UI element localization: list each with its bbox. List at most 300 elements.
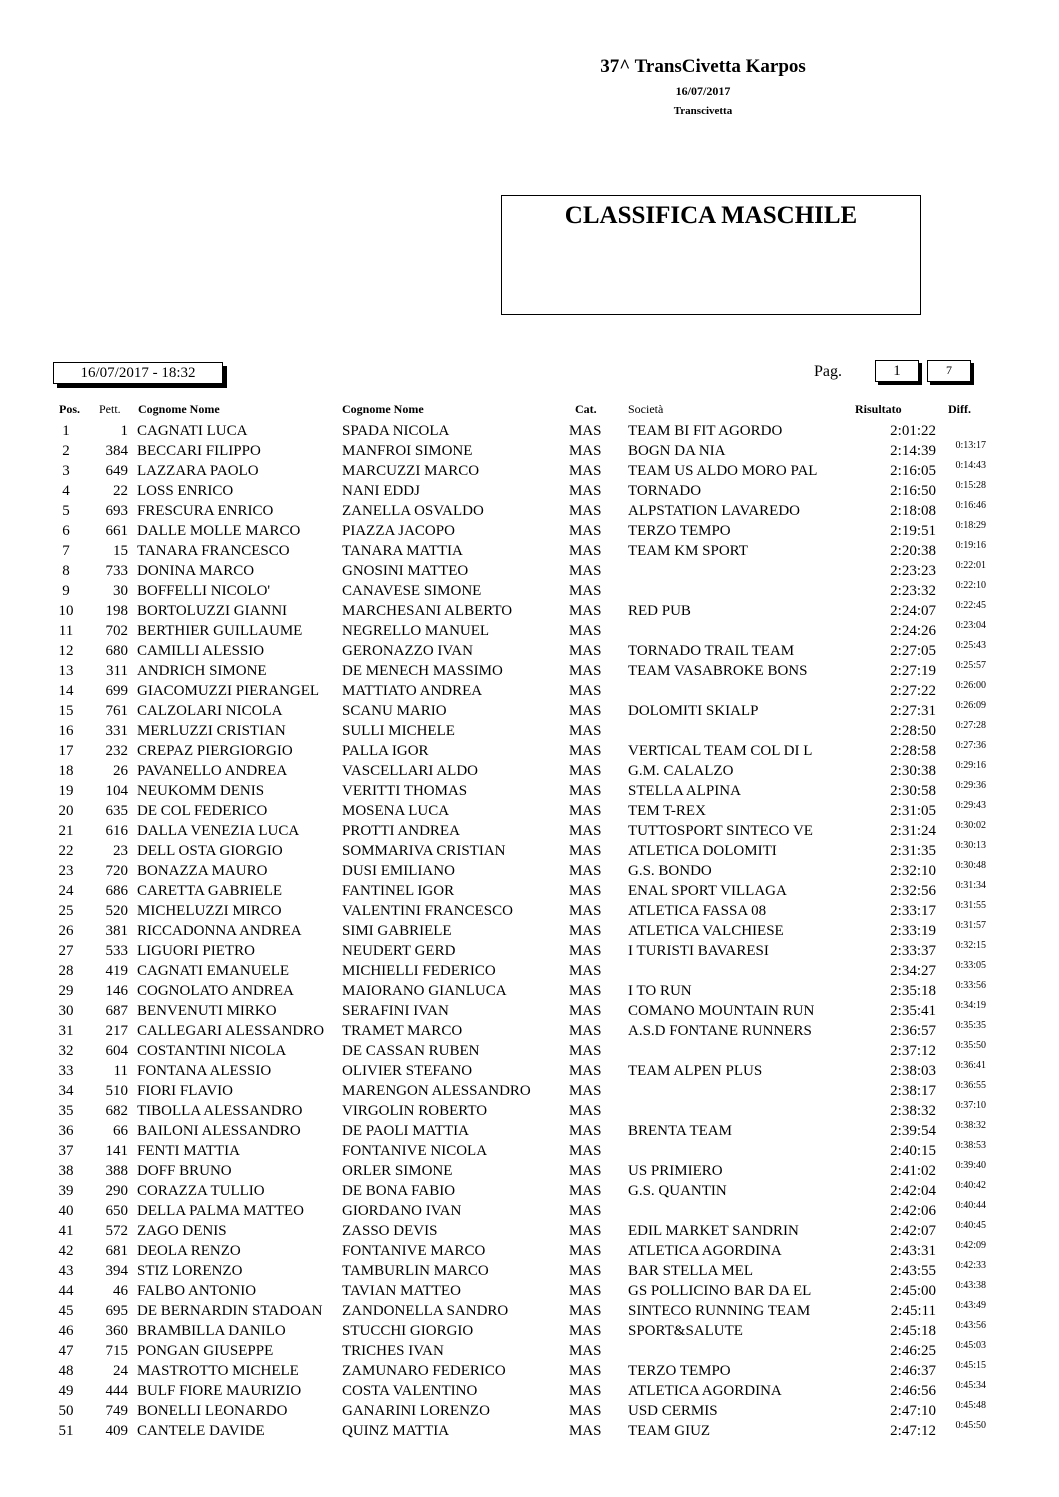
category: MAS <box>569 863 602 879</box>
athlete2-name: GERONAZZO IVAN <box>342 643 473 659</box>
athlete2-name: MOSENA LUCA <box>342 803 450 819</box>
position: 30 <box>58 1003 74 1019</box>
category: MAS <box>569 1203 602 1219</box>
athlete2-name: PALLA IGOR <box>342 743 429 759</box>
society: USD CERMIS <box>628 1403 718 1419</box>
athlete1-name: DE COL FEDERICO <box>137 803 268 819</box>
table-row <box>0 1182 1059 1202</box>
athlete2-name: PIAZZA JACOPO <box>342 523 455 539</box>
athlete1-name: CANTELE DAVIDE <box>137 1423 265 1439</box>
gap-time: 0:18:29 <box>955 520 986 531</box>
category: MAS <box>569 1183 602 1199</box>
bib-number: 693 <box>105 503 128 519</box>
category: MAS <box>569 1143 602 1159</box>
athlete1-name: PAVANELLO ANDREA <box>137 763 288 779</box>
gap-time: 0:23:04 <box>955 620 986 631</box>
gap-time: 0:22:45 <box>955 600 986 611</box>
bib-number: 232 <box>105 743 128 759</box>
athlete1-name: BORTOLUZZI GIANNI <box>137 603 288 619</box>
position: 36 <box>58 1123 74 1139</box>
bib-number: 715 <box>105 1343 128 1359</box>
bib-number: 661 <box>105 523 128 539</box>
category: MAS <box>569 983 602 999</box>
society: ATLETICA FASSA 08 <box>628 903 767 919</box>
athlete1-name: CAMILLI ALESSIO <box>137 643 265 659</box>
position: 10 <box>58 603 74 619</box>
athlete1-name: BULF FIORE MAURIZIO <box>137 1383 302 1399</box>
result-time: 2:27:05 <box>890 643 936 659</box>
gap-time: 0:25:57 <box>955 660 986 671</box>
athlete1-name: GIACOMUZZI PIERANGEL <box>137 683 320 699</box>
bib-number: 198 <box>105 603 128 619</box>
position: 13 <box>58 663 74 679</box>
gap-time: 0:45:03 <box>955 1340 986 1351</box>
classification-box <box>501 195 921 315</box>
category: MAS <box>569 463 602 479</box>
athlete1-name: CREPAZ PIERGIORGIO <box>137 743 293 759</box>
result-time: 2:32:56 <box>890 883 936 899</box>
athlete2-name: SERAFINI IVAN <box>342 1003 449 1019</box>
athlete1-name: NEUKOMM DENIS <box>137 783 265 799</box>
bib-number: 419 <box>105 963 128 979</box>
athlete2-name: DE BONA FABIO <box>342 1183 456 1199</box>
result-time: 2:31:35 <box>890 843 936 859</box>
athlete2-name: TAMBURLIN MARCO <box>342 1263 489 1279</box>
page-number: 1 <box>875 360 919 382</box>
position: 35 <box>58 1103 74 1119</box>
athlete1-name: CALLEGARI ALESSANDRO <box>137 1023 325 1039</box>
result-time: 2:31:05 <box>890 803 936 819</box>
society: TERZO TEMPO <box>628 523 731 539</box>
athlete2-name: MAIORANO GIANLUCA <box>342 983 507 999</box>
gap-time: 0:35:35 <box>955 1020 986 1031</box>
category: MAS <box>569 663 602 679</box>
position: 45 <box>58 1303 74 1319</box>
bib-number: 409 <box>105 1423 128 1439</box>
position: 12 <box>58 643 74 659</box>
athlete1-name: DEOLA RENZO <box>137 1243 241 1259</box>
athlete2-name: QUINZ MATTIA <box>342 1423 450 1439</box>
category: MAS <box>569 1043 602 1059</box>
bib-number: 66 <box>113 1123 128 1139</box>
gap-time: 0:27:36 <box>955 740 986 751</box>
category: MAS <box>569 1023 602 1039</box>
gap-time: 0:25:43 <box>955 640 986 651</box>
table-row <box>0 582 1059 602</box>
result-time: 2:33:37 <box>890 943 936 959</box>
gap-time: 0:33:56 <box>955 980 986 991</box>
bib-number: 682 <box>105 1103 128 1119</box>
bib-number: 388 <box>105 1163 128 1179</box>
gap-time: 0:26:09 <box>955 700 986 711</box>
athlete2-name: GIORDANO IVAN <box>342 1203 462 1219</box>
table-row <box>0 522 1059 542</box>
gap-time: 0:27:28 <box>955 720 986 731</box>
athlete1-name: STIZ LORENZO <box>137 1263 243 1279</box>
athlete2-name: SOMMARIVA CRISTIAN <box>342 843 506 859</box>
athlete1-name: FALBO ANTONIO <box>137 1283 257 1299</box>
table-row <box>0 1062 1059 1082</box>
athlete2-name: TRAMET MARCO <box>342 1023 463 1039</box>
col-header-diff: Diff. <box>948 402 971 416</box>
position: 11 <box>58 623 74 639</box>
athlete2-name: TANARA MATTIA <box>342 543 463 559</box>
category: MAS <box>569 423 602 439</box>
gap-time: 0:31:34 <box>955 880 986 891</box>
bib-number: 510 <box>105 1083 128 1099</box>
gap-time: 0:45:48 <box>955 1400 986 1411</box>
gap-time: 0:15:28 <box>955 480 986 491</box>
bib-number: 686 <box>105 883 128 899</box>
position: 51 <box>58 1423 74 1439</box>
category: MAS <box>569 563 602 579</box>
result-time: 2:43:31 <box>890 1243 936 1259</box>
category: MAS <box>569 923 602 939</box>
athlete1-name: DONINA MARCO <box>137 563 255 579</box>
athlete2-name: PROTTI ANDREA <box>342 823 460 839</box>
result-time: 2:45:00 <box>890 1283 936 1299</box>
athlete1-name: BECCARI FILIPPO <box>137 443 261 459</box>
society: ATLETICA AGORDINA <box>628 1243 782 1259</box>
gap-time: 0:38:32 <box>955 1120 986 1131</box>
athlete2-name: MARCHESANI ALBERTO <box>342 603 513 619</box>
result-time: 2:46:56 <box>890 1383 936 1399</box>
athlete1-name: LOSS ENRICO <box>137 483 234 499</box>
result-time: 2:31:24 <box>890 823 936 839</box>
category: MAS <box>569 623 602 639</box>
bib-number: 733 <box>105 563 128 579</box>
society: STELLA ALPINA <box>628 783 741 799</box>
result-time: 2:23:32 <box>890 583 936 599</box>
table-row <box>0 1262 1059 1282</box>
gap-time: 0:42:09 <box>955 1240 986 1251</box>
athlete2-name: GANARINI LORENZO <box>342 1403 490 1419</box>
bib-number: 217 <box>105 1023 128 1039</box>
gap-time: 0:22:10 <box>955 580 986 591</box>
bib-number: 1 <box>120 423 128 439</box>
result-time: 2:46:37 <box>890 1363 936 1379</box>
athlete2-name: VIRGOLIN ROBERTO <box>342 1103 488 1119</box>
position: 3 <box>62 463 70 479</box>
gap-time: 0:32:15 <box>955 940 986 951</box>
athlete2-name: MANFROI SIMONE <box>342 443 473 459</box>
category: MAS <box>569 483 602 499</box>
category: MAS <box>569 583 602 599</box>
page-total: 7 <box>927 360 971 382</box>
table-row <box>0 762 1059 782</box>
gap-time: 0:33:05 <box>955 960 986 971</box>
result-time: 2:16:05 <box>890 463 936 479</box>
result-time: 2:35:18 <box>890 983 936 999</box>
result-time: 2:28:50 <box>890 723 936 739</box>
athlete2-name: MARENGON ALESSANDRO <box>342 1083 531 1099</box>
position: 17 <box>58 743 74 759</box>
event-date: 16/07/2017 <box>675 84 731 98</box>
athlete2-name: ZANDONELLA SANDRO <box>342 1303 509 1319</box>
athlete1-name: ZAGO DENIS <box>137 1223 227 1239</box>
result-time: 2:42:06 <box>890 1203 936 1219</box>
gap-time: 0:43:38 <box>955 1280 986 1291</box>
position: 2 <box>62 443 70 459</box>
position: 48 <box>58 1363 74 1379</box>
category: MAS <box>569 963 602 979</box>
society: I TURISTI BAVARESI <box>628 943 769 959</box>
athlete2-name: VALENTINI FRANCESCO <box>342 903 513 919</box>
position: 4 <box>62 483 70 499</box>
table-row <box>0 902 1059 922</box>
table-row <box>0 682 1059 702</box>
gap-time: 0:16:46 <box>955 500 986 511</box>
table-row <box>0 602 1059 622</box>
result-time: 2:40:15 <box>890 1143 936 1159</box>
page-label: Pag. <box>814 363 842 380</box>
bib-number: 720 <box>105 863 128 879</box>
society: TORNADO TRAIL TEAM <box>628 643 795 659</box>
position: 28 <box>58 963 74 979</box>
position: 33 <box>58 1063 74 1079</box>
gap-time: 0:31:55 <box>955 900 986 911</box>
bib-number: 311 <box>106 663 128 679</box>
society: SINTECO RUNNING TEAM <box>628 1303 811 1319</box>
result-time: 2:43:55 <box>890 1263 936 1279</box>
col-header-pos: Pos. <box>59 402 80 416</box>
athlete1-name: BONAZZA MAURO <box>137 863 268 879</box>
society: TUTTOSPORT SINTECO VE <box>628 823 813 839</box>
athlete1-name: DELL OSTA GIORGIO <box>137 843 283 859</box>
bib-number: 616 <box>105 823 128 839</box>
position: 31 <box>58 1023 74 1039</box>
athlete2-name: SPADA NICOLA <box>342 423 450 439</box>
table-row <box>0 702 1059 722</box>
bib-number: 384 <box>105 443 128 459</box>
bib-number: 331 <box>105 723 128 739</box>
athlete2-name: ORLER SIMONE <box>342 1163 453 1179</box>
bib-number: 444 <box>105 1383 128 1399</box>
athlete2-name: MATTIATO ANDREA <box>342 683 483 699</box>
society: TEM T-REX <box>628 803 706 819</box>
position: 14 <box>58 683 74 699</box>
category: MAS <box>569 1083 602 1099</box>
print-timestamp: 16/07/2017 - 18:32 <box>53 362 223 384</box>
result-time: 2:28:58 <box>890 743 936 759</box>
gap-time: 0:37:10 <box>955 1100 986 1111</box>
athlete1-name: FRESCURA ENRICO <box>137 503 274 519</box>
gap-time: 0:40:42 <box>955 1180 986 1191</box>
table-row <box>0 942 1059 962</box>
table-row <box>0 622 1059 642</box>
society: BRENTA TEAM <box>628 1123 732 1139</box>
position: 38 <box>58 1163 74 1179</box>
result-time: 2:33:19 <box>890 923 936 939</box>
athlete1-name: FONTANA ALESSIO <box>137 1063 272 1079</box>
category: MAS <box>569 443 602 459</box>
category: MAS <box>569 763 602 779</box>
category: MAS <box>569 1223 602 1239</box>
result-time: 2:41:02 <box>890 1163 936 1179</box>
category: MAS <box>569 643 602 659</box>
bib-number: 650 <box>105 1203 128 1219</box>
result-time: 2:38:32 <box>890 1103 936 1119</box>
bib-number: 26 <box>113 763 128 779</box>
position: 5 <box>62 503 70 519</box>
society: DOLOMITI SKIALP <box>628 703 759 719</box>
table-row <box>0 1082 1059 1102</box>
result-time: 2:14:39 <box>890 443 936 459</box>
position: 40 <box>58 1203 74 1219</box>
position: 16 <box>58 723 74 739</box>
category: MAS <box>569 803 602 819</box>
bib-number: 695 <box>105 1303 128 1319</box>
athlete2-name: STUCCHI GIORGIO <box>342 1323 474 1339</box>
position: 8 <box>62 563 70 579</box>
athlete2-name: FONTANIVE MARCO <box>342 1243 486 1259</box>
table-row <box>0 1242 1059 1262</box>
athlete1-name: CAGNATI LUCA <box>137 423 248 439</box>
bib-number: 681 <box>105 1243 128 1259</box>
athlete2-name: GNOSINI MATTEO <box>342 563 469 579</box>
category: MAS <box>569 523 602 539</box>
position: 34 <box>58 1083 74 1099</box>
gap-time: 0:14:43 <box>955 460 986 471</box>
category: MAS <box>569 1423 602 1439</box>
table-row <box>0 1222 1059 1242</box>
gap-time: 0:22:01 <box>955 560 986 571</box>
position: 37 <box>58 1143 74 1159</box>
table-row <box>0 742 1059 762</box>
category: MAS <box>569 743 602 759</box>
table-row <box>0 1402 1059 1422</box>
society: SPORT&SALUTE <box>628 1323 743 1339</box>
gap-time: 0:39:40 <box>955 1160 986 1171</box>
bib-number: 30 <box>113 583 128 599</box>
position: 42 <box>58 1243 74 1259</box>
position: 49 <box>58 1383 74 1399</box>
category: MAS <box>569 543 602 559</box>
bib-number: 635 <box>105 803 128 819</box>
col-header-name1: Cognome Nome <box>138 402 220 416</box>
athlete2-name: NEUDERT GERD <box>342 943 456 959</box>
classification-title: CLASSIFICA MASCHILE <box>564 202 858 229</box>
table-row <box>0 982 1059 1002</box>
category: MAS <box>569 1103 602 1119</box>
table-row <box>0 1122 1059 1142</box>
result-time: 2:37:12 <box>890 1043 936 1059</box>
position: 21 <box>58 823 74 839</box>
col-header-cat: Cat. <box>575 402 597 416</box>
position: 46 <box>58 1323 74 1339</box>
category: MAS <box>569 703 602 719</box>
bib-number: 699 <box>105 683 128 699</box>
society: G.M. CALALZO <box>628 763 734 779</box>
table-row <box>0 502 1059 522</box>
society: RED PUB <box>628 603 691 619</box>
society: TEAM VASABROKE BONS <box>628 663 808 679</box>
gap-time: 0:30:48 <box>955 860 986 871</box>
athlete2-name: VERITTI THOMAS <box>342 783 468 799</box>
athlete2-name: NANI EDDJ <box>342 483 420 499</box>
athlete2-name: ZANELLA OSVALDO <box>342 503 484 519</box>
table-row <box>0 1002 1059 1022</box>
category: MAS <box>569 1383 602 1399</box>
position: 22 <box>58 843 74 859</box>
athlete2-name: ZASSO DEVIS <box>342 1223 438 1239</box>
result-time: 2:16:50 <box>890 483 936 499</box>
position: 20 <box>58 803 74 819</box>
category: MAS <box>569 883 602 899</box>
gap-time: 0:45:15 <box>955 1360 986 1371</box>
position: 27 <box>58 943 74 959</box>
bib-number: 761 <box>105 703 128 719</box>
table-row <box>0 1042 1059 1062</box>
bib-number: 572 <box>105 1223 128 1239</box>
athlete1-name: PONGAN GIUSEPPE <box>137 1343 274 1359</box>
position: 7 <box>62 543 70 559</box>
bib-number: 11 <box>113 1063 128 1079</box>
result-time: 2:39:54 <box>890 1123 936 1139</box>
bib-number: 394 <box>105 1263 128 1279</box>
table-row <box>0 562 1059 582</box>
gap-time: 0:36:55 <box>955 1080 986 1091</box>
society: ENAL SPORT VILLAGA <box>628 883 787 899</box>
category: MAS <box>569 1303 602 1319</box>
society: ALPSTATION LAVAREDO <box>628 503 801 519</box>
athlete1-name: LIGUORI PIETRO <box>137 943 255 959</box>
athlete1-name: RICCADONNA ANDREA <box>137 923 302 939</box>
society: BAR STELLA MEL <box>628 1263 754 1279</box>
society: TEAM KM SPORT <box>628 543 748 559</box>
gap-time: 0:35:50 <box>955 1040 986 1051</box>
bib-number: 680 <box>105 643 128 659</box>
bib-number: 146 <box>105 983 128 999</box>
athlete2-name: SULLI MICHELE <box>342 723 455 739</box>
athlete1-name: DOFF BRUNO <box>137 1163 232 1179</box>
bib-number: 290 <box>105 1183 128 1199</box>
society: BOGN DA NIA <box>628 443 726 459</box>
table-row <box>0 482 1059 502</box>
result-time: 2:36:57 <box>890 1023 936 1039</box>
result-time: 2:23:23 <box>890 563 936 579</box>
position: 19 <box>58 783 74 799</box>
table-row <box>0 842 1059 862</box>
category: MAS <box>569 1323 602 1339</box>
athlete1-name: TIBOLLA ALESSANDRO <box>137 1103 303 1119</box>
athlete2-name: ZAMUNARO FEDERICO <box>342 1363 506 1379</box>
position: 41 <box>58 1223 74 1239</box>
result-time: 2:47:10 <box>890 1403 936 1419</box>
society: TERZO TEMPO <box>628 1363 731 1379</box>
table-row <box>0 542 1059 562</box>
position: 25 <box>58 903 74 919</box>
athlete1-name: MERLUZZI CRISTIAN <box>137 723 286 739</box>
position: 44 <box>58 1283 74 1299</box>
table-row <box>0 1322 1059 1342</box>
category: MAS <box>569 823 602 839</box>
category: MAS <box>569 1123 602 1139</box>
athlete1-name: CORAZZA TULLIO <box>137 1183 265 1199</box>
athlete2-name: OLIVIER STEFANO <box>342 1063 473 1079</box>
result-time: 2:27:31 <box>890 703 936 719</box>
athlete2-name: COSTA VALENTINO <box>342 1383 478 1399</box>
gap-time: 0:40:44 <box>955 1200 986 1211</box>
athlete1-name: COSTANTINI NICOLA <box>137 1043 287 1059</box>
gap-time: 0:30:13 <box>955 840 986 851</box>
athlete1-name: MICHELUZZI MIRCO <box>137 903 282 919</box>
bib-number: 360 <box>105 1323 128 1339</box>
category: MAS <box>569 683 602 699</box>
position: 24 <box>58 883 74 899</box>
result-time: 2:24:07 <box>890 603 936 619</box>
position: 9 <box>62 583 70 599</box>
